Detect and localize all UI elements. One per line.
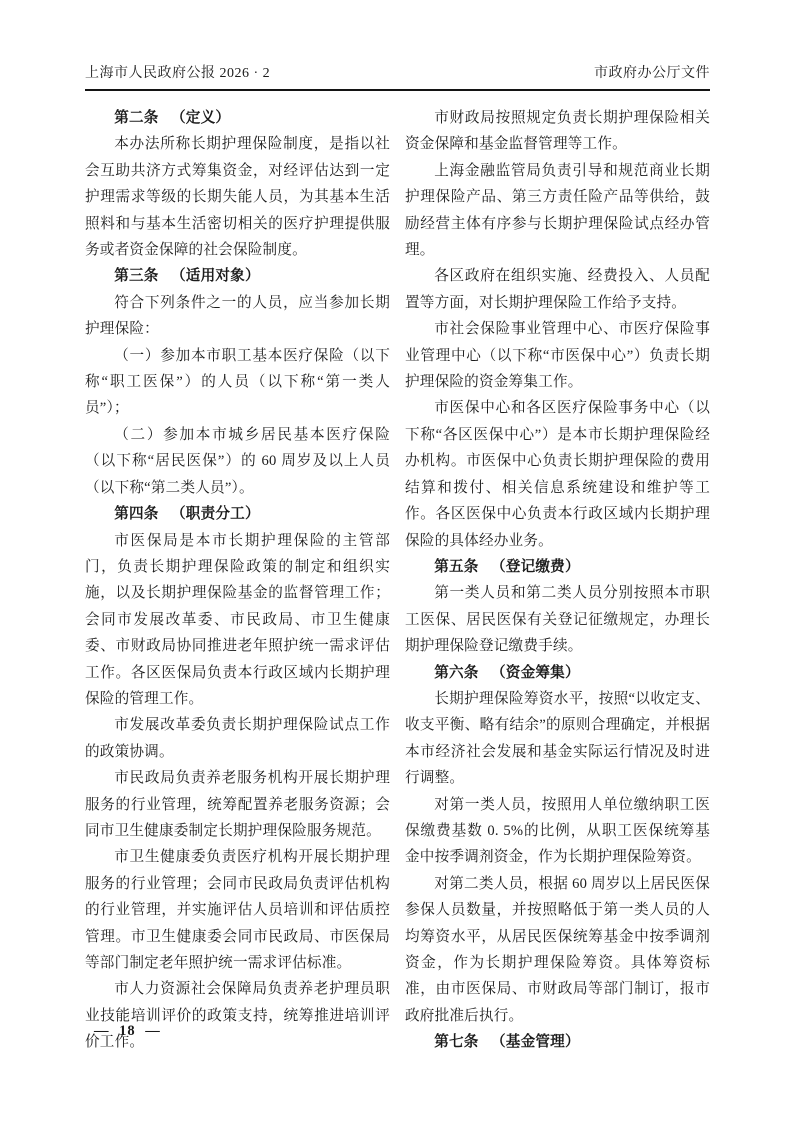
column-left — [85, 105, 390, 1056]
paragraph: 符合下列条件之一的人员，应当参加长期护理保险： — [85, 294, 390, 338]
article-heading — [405, 1029, 710, 1055]
article-number: 第六条 — [434, 664, 479, 681]
paragraph: 长期护理保险筹资水平，按照“以收定支、收支平衡、略有结余”的原则合理确定，并根据本市经济社会发展和基金实际运行情况及时进行调整。 — [405, 690, 710, 787]
article-number: 第三条 — [114, 268, 159, 285]
document-body — [85, 105, 710, 1056]
article-number: 第二条 — [114, 110, 159, 126]
paragraph: 对第一类人员，按照用人单位缴纳职工医保缴费基数 0. 5%的比例，从职工医保统筹基金中按季调剂资金，作为长期护理保险筹资。 — [405, 796, 710, 866]
header-rule — [85, 89, 710, 91]
paragraph: 市人力资源社会保障局负责养老护理员职业技能培训评价的政策支持，统筹推进培训评价工作。 — [85, 981, 390, 1051]
page-header — [85, 62, 710, 82]
article-title: （登记缴费） — [490, 558, 580, 575]
article-title: （定义） — [170, 110, 231, 126]
page-number: — 18 — — [94, 1023, 161, 1039]
paragraph: 各区政府在组织实施、经费投入、人员配置等方面，对长期护理保险工作给予支持。 — [405, 268, 710, 311]
paragraph: （一）参加本市职工基本医疗保险（以下称“职工医保”）的人员（以下称“第一类人员”）； — [85, 347, 390, 417]
article-heading — [405, 660, 710, 686]
paragraph: （二）参加本市城乡居民基本医疗保险（以下称“居民医保”）的 60 周岁及以上人员（以下称“第二类人员”）。 — [85, 426, 390, 496]
article-title: （基金管理） — [490, 1034, 580, 1051]
paragraph: 市社会保险事业管理中心、市医疗保险事业管理中心（以下称“市医保中心”）负责长期护理保险的资金筹集工作。 — [405, 321, 710, 391]
paragraph: 市发展改革委负责长期护理保险试点工作的政策协调。 — [85, 717, 390, 760]
header-gazette-title: 上海市人民政府公报 2026 · 2 — [85, 66, 271, 81]
article-title: （职责分工） — [170, 506, 260, 523]
paragraph: 市卫生健康委负责医疗机构开展长期护理服务的行业管理；会同市民政局负责评估机构的行业管理，并实施评估人员培训和评估质控管理。市卫生健康委会同市民政局、市医保局等部门制定老年照护统一需求评估标准。 — [85, 849, 390, 971]
article-title: （适用对象） — [170, 268, 260, 285]
paragraph: 对第二类人员，根据 60 周岁以上居民医保参保人员数量，并按照略低于第一类人员的人均筹资水平，从居民医保统筹基金中按季调剂资金，作为长期护理保险筹资。具体筹资标准，由市医保局、市财政局等部门制订，报市政府批准后执行。 — [405, 875, 710, 1024]
paragraph: 本办法所称长期护理保险制度，是指以社会互助共济方式筹集资金，对经评估达到一定护理需求等级的长期失能人员，为其基本生活照料和与基本生活密切相关的医疗护理提供服务或者资金保障的社会保险制度。 — [85, 136, 390, 259]
article-heading — [405, 554, 710, 580]
article-heading — [85, 263, 390, 289]
article-number: 第四条 — [114, 506, 159, 523]
article-number: 第五条 — [434, 558, 479, 575]
article-number: 第七条 — [434, 1034, 479, 1051]
paragraph: 市医保中心和各区医疗保险事务中心（以下称“各区医保中心”）是本市长期护理保险经办机构。市医保中心负责长期护理保险的费用结算和拨付、相关信息系统建设和维护等工作。各区医保中心负责本行政区域内长期护理保险的具体经办业务。 — [405, 400, 710, 549]
article-heading — [85, 501, 390, 527]
paragraph: 市民政局负责养老服务机构开展长期护理服务的行业管理，统筹配置养老服务资源；会同市卫生健康委制定长期护理保险服务规范。 — [85, 770, 390, 839]
column-right — [405, 105, 710, 1056]
paragraph: 第一类人员和第二类人员分别按照本市职工医保、居民医保有关登记征缴规定，办理长期护理保险登记缴费手续。 — [405, 585, 710, 655]
paragraph: 上海金融监管局负责引导和规范商业长期护理保险产品、第三方责任险产品等供给，鼓励经营主体有序参与长期护理保险试点经办管理。 — [405, 162, 710, 259]
article-title: （资金筹集） — [490, 664, 580, 681]
paragraph: 市医保局是本市长期护理保险的主管部门，负责长期护理保险政策的制定和组织实施，以及长期护理保险基金的监督管理工作；会同市发展改革委、市民政局、市卫生健康委、市财政局协同推进老年照护统一需求评估工作。各区医保局负责本行政区域内长期护理保险的管理工作。 — [85, 532, 390, 707]
paragraph: 市财政局按照规定负责长期护理保险相关资金保障和基金监督管理等工作。 — [405, 110, 710, 153]
article-heading — [85, 105, 390, 131]
header-document-category: 市政府办公厅文件 — [594, 66, 710, 81]
